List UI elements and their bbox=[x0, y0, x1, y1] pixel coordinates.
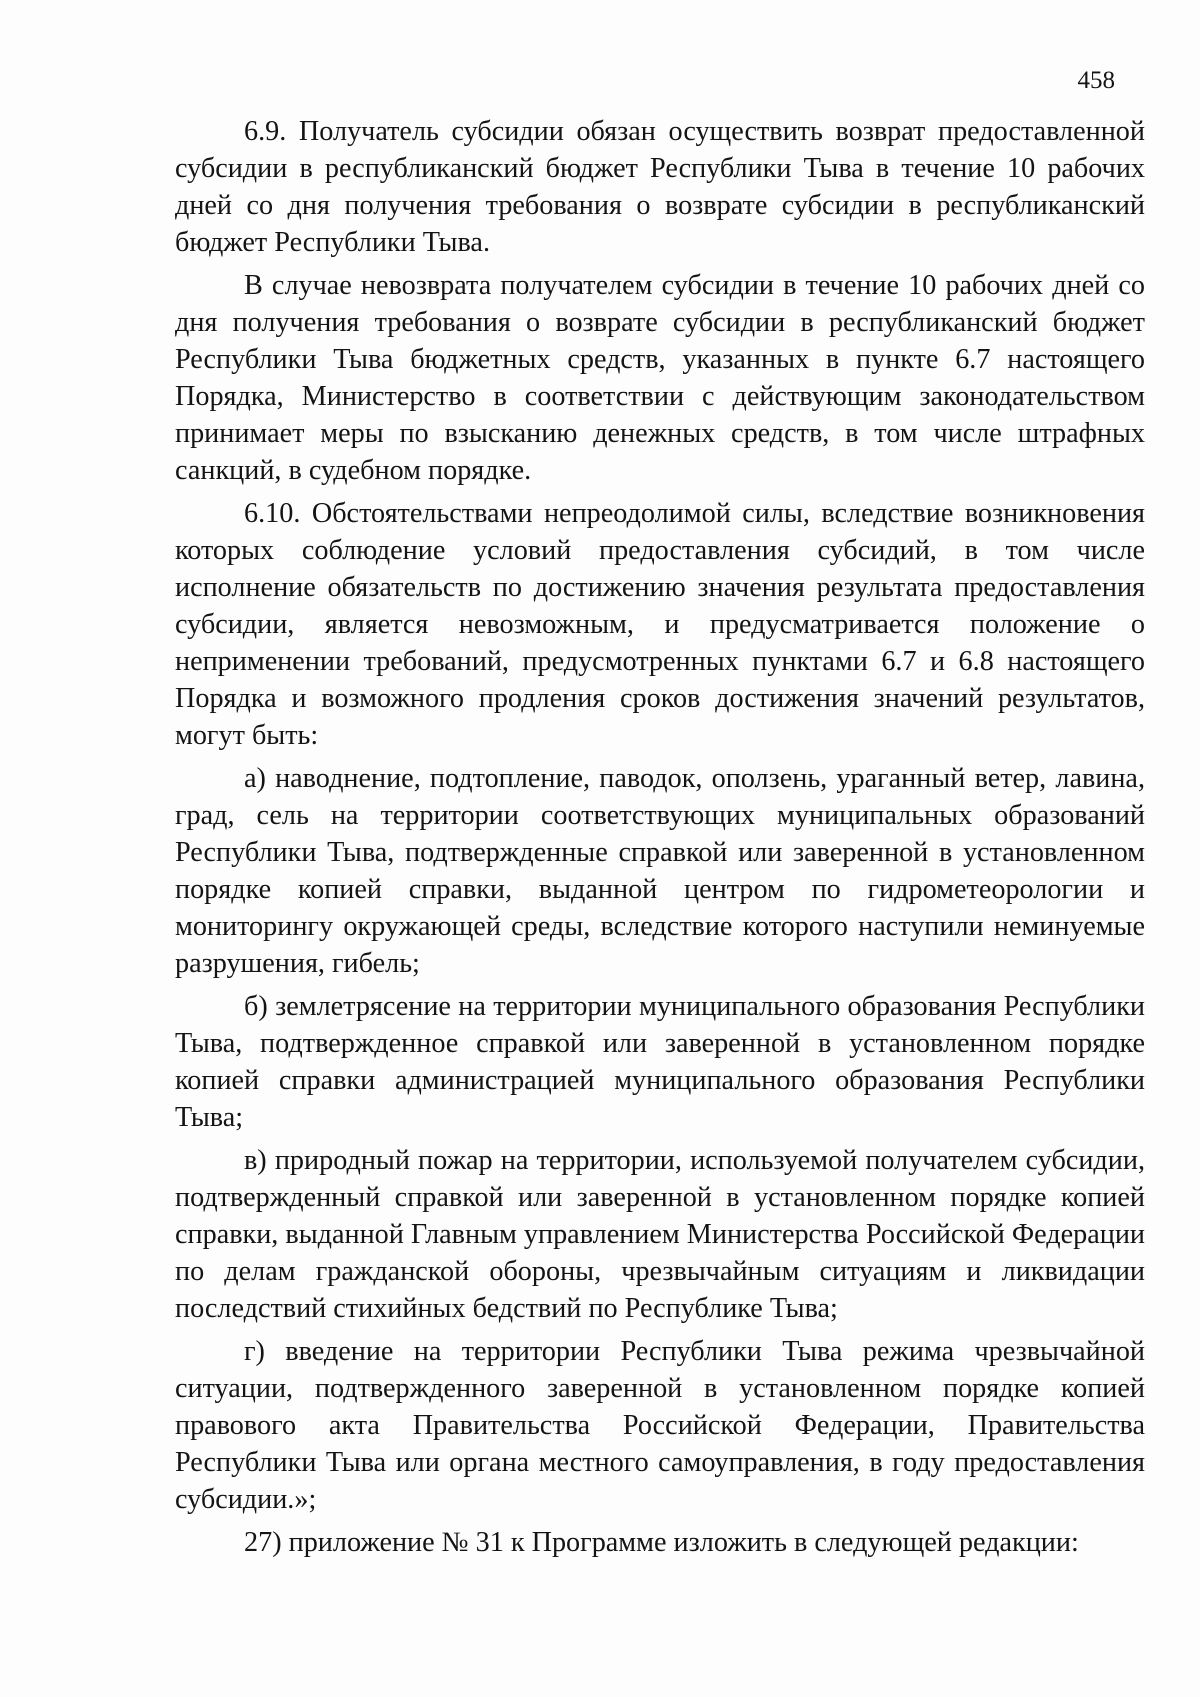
paragraph-item-b: б) землетрясение на территории муниципального образования Республики Тыва, подтвержденное справкой или заверенной в установленном порядке копией справки администрацией муниципального образования Республики Тыва; bbox=[175, 991, 1145, 1133]
paragraph-item-g: г) введение на территории Республики Тыва режима чрезвычайной ситуации, подтвержденного заверенной в установленном порядке копией правового акта Правительства Российской Федерации, Правительства Республики Тыва или органа местного самоуправления, в году предоставления субсидии.»; bbox=[175, 1336, 1145, 1515]
paragraph-6-9: 6.9. Получатель субсидии обязан осуществить возврат предоставленной субсидии в республиканский бюджет Республики Тыва в течение 10 рабочих дней со дня получения требования о возврате субсидии в республиканский бюджет Республики Тыва. bbox=[175, 116, 1145, 258]
document-body bbox=[175, 113, 1145, 1567]
paragraph-27: 27) приложение № 31 к Программе изложить в следующей редакции: bbox=[244, 1527, 1079, 1558]
paragraph-6-10: 6.10. Обстоятельствами непреодолимой силы, вследствие возникновения которых соблюдение условий предоставления субсидий, в том числе исполнение обязательств по достижению значения результата предоставления субсидии, является невозможным, и предусматривается положение о неприменении требований, предусмотренных пунктами 6.7 и 6.8 настоящего Порядка и возможного продления сроков достижения значений результатов, могут быть: bbox=[175, 498, 1145, 751]
paragraph-item-v: в) природный пожар на территории, используемой получателем субсидии, подтвержденный справкой или заверенной в установленном порядке копией справки, выданной Главным управлением Министерства Российской Федерации по делам гражданской обороны, чрезвычайным ситуациям и ликвидации последствий стихийных бедствий по Республике Тыва; bbox=[175, 1145, 1145, 1324]
paragraph-nonreturn: В случае невозврата получателем субсидии в течение 10 рабочих дней со дня получения требования о возврате субсидии в республиканский бюджет Республики Тыва бюджетных средств, указанных в пункте 6.7 настоящего Порядка, Министерство в соответствии с действующим законодательством принимает меры по взысканию денежных средств, в том числе штрафных санкций, в судебном порядке. bbox=[175, 270, 1145, 486]
paragraph-item-a: а) наводнение, подтопление, паводок, оползень, ураганный ветер, лавина, град, сель на территории соответствующих муниципальных образований Республики Тыва, подтвержденные справкой или заверенной в установленном порядке копией справки, выданной центром по гидрометеорологии и мониторингу окружающей среды, вследствие которого наступили неминуемые разрушения, гибель; bbox=[175, 763, 1145, 979]
page-number: 458 bbox=[1077, 67, 1115, 94]
